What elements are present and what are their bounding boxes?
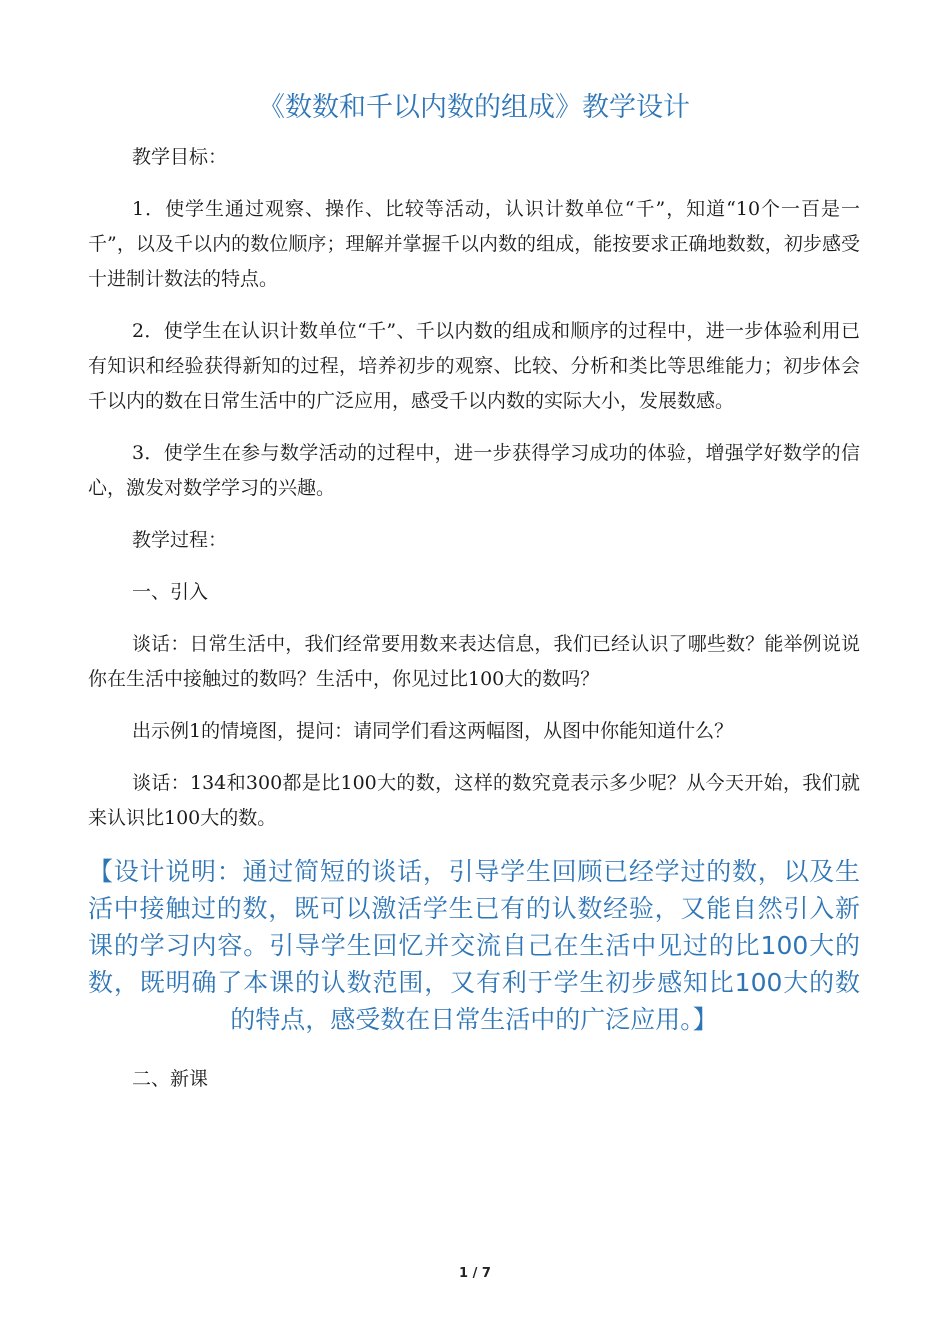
paragraph-objectives-heading: 教学目标： (132, 146, 228, 168)
document-page (88, 86, 860, 1114)
paragraph-example-1: 出示例1的情境图，提问：请同学们看这两幅图，从图中你能知道什么？ (132, 720, 734, 742)
paragraph-objective-2: 2．使学生在认识计数单位“千”、千以内数的组成和顺序的过程中，进一步体验利用已有知识和经验获得新知的过程，培养初步的观察、比较、分析和类比等思维能力；初步体会千以内的数在日常生活中的广泛应用，感受千以内数的实际大小，发展数感。 (88, 320, 860, 412)
paragraph-objective-1: 1．使学生通过观察、操作、比较等活动，认识计数单位“千”，知道“10个一百是一千”，以及千以内的数位顺序；理解并掌握千以内数的组成，能按要求正确地数数，初步感受十进制计数法的特点。 (88, 198, 860, 290)
paragraph-talk-1: 谈话：日常生活中，我们经常要用数来表达信息，我们已经认识了哪些数？能举例说说你在生活中接触过的数吗？生活中，你见过比100大的数吗？ (88, 633, 860, 690)
paragraph-objective-3: 3．使学生在参与数学活动的过程中，进一步获得学习成功的体验，增强学好数学的信心，激发对数学学习的兴趣。 (88, 442, 860, 499)
design-note: 【设计说明：通过简短的谈话，引导学生回顾已经学过的数，以及生活中接触过的数，既可以激活学生已有的认数经验，又能自然引入新课的学习内容。引导学生回忆并交流自己在生活中见过的比100大的数，既明确了本课的认数范围，又有利于学生初步感知比100大的数的特点，感受数在日常生活中的广泛应用。】 (88, 857, 860, 1034)
paragraph-section-1-heading: 一、引入 (132, 581, 209, 603)
paragraph-talk-2: 谈话：134和300都是比100大的数，这样的数究竟表示多少呢？从今天开始，我们就来认识比100大的数。 (88, 772, 860, 829)
document-title: 《数数和千以内数的组成》教学设计 (258, 92, 690, 123)
page-indicator: 1 / 7 (459, 1266, 491, 1281)
paragraph-section-2-heading: 二、新课 (132, 1068, 209, 1090)
paragraph-process-heading: 教学过程： (132, 529, 228, 551)
